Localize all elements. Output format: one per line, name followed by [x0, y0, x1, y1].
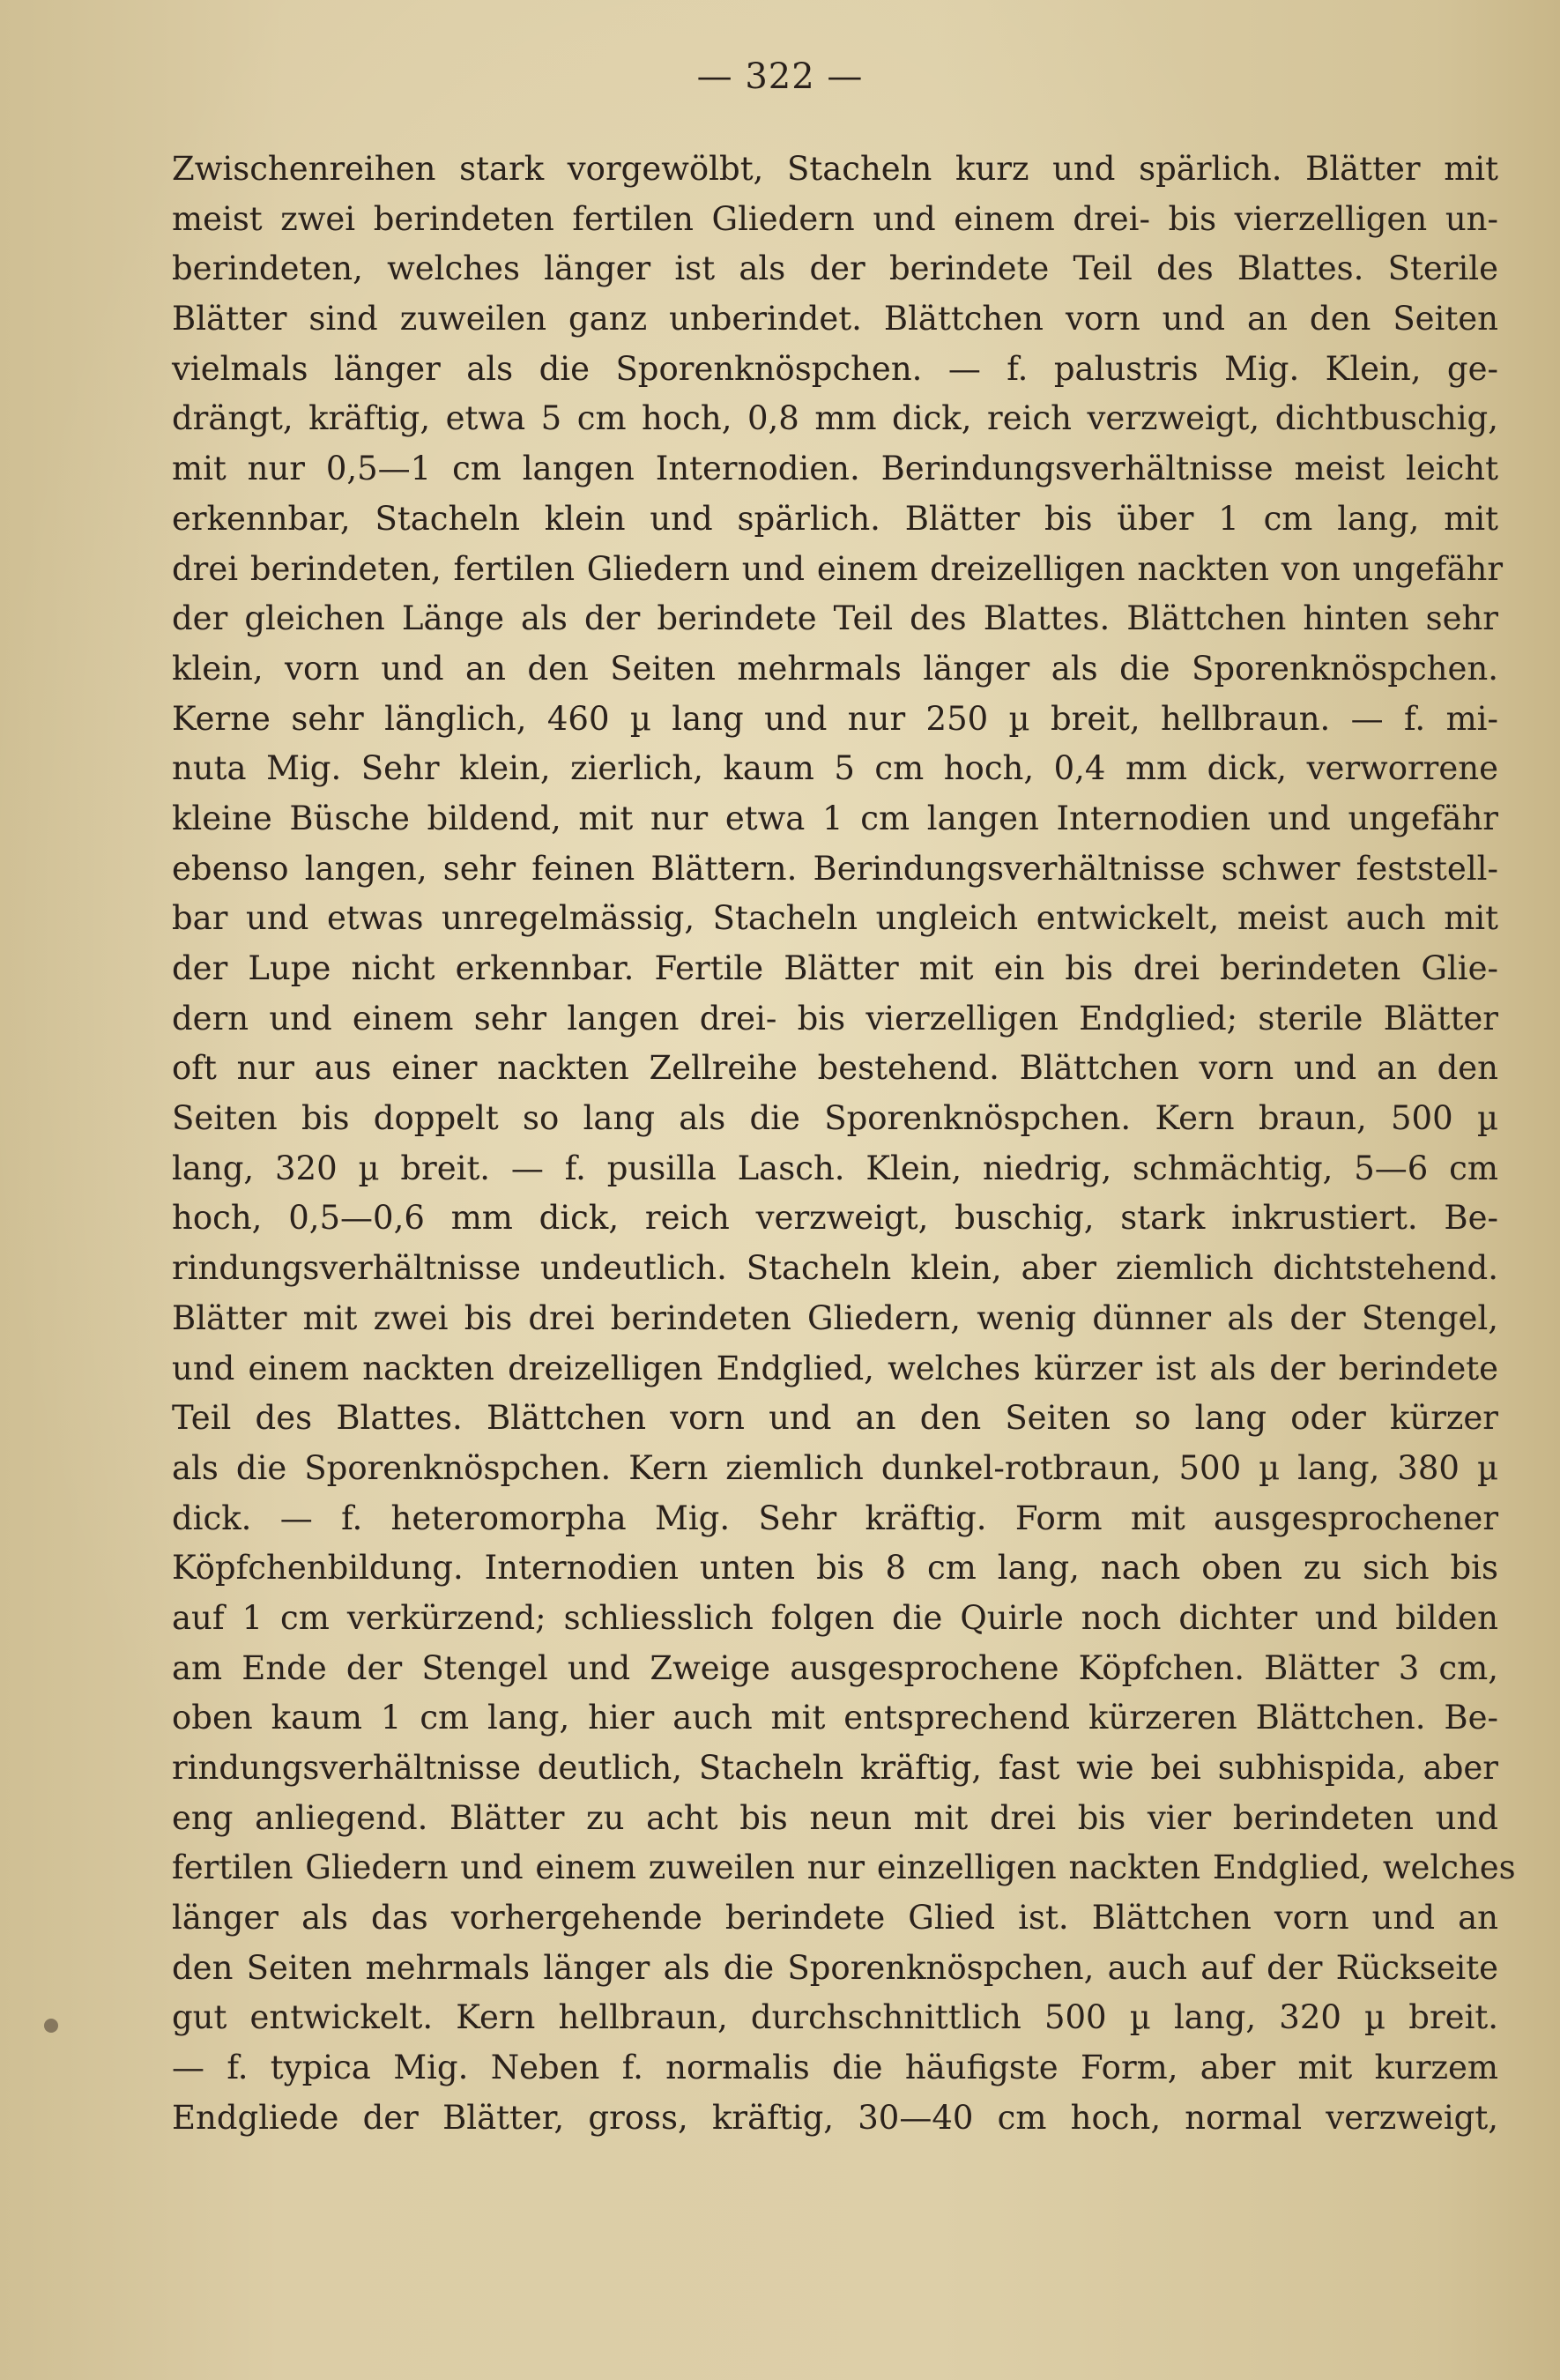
text-line: länger als das vorhergehende berindete Glied ist. Blättchen vorn und an [172, 1899, 1498, 1937]
text-line: meist zwei berindeten fertilen Gliedern und einem drei- bis vierzelligen un- [172, 199, 1498, 238]
text-line: erkennbar, Stacheln klein und spärlich. Blätter bis über 1 cm lang, mit [172, 499, 1498, 538]
text-line: klein, vorn und an den Seiten mehrmals länger als die Sporenknöspchen. [172, 649, 1498, 688]
text-line: ebenso langen, sehr feinen Blättern. Berindungsverhältnisse schwer feststell- [172, 849, 1498, 888]
text-line: Teil des Blattes. Blättchen vorn und an den Seiten so lang oder kürzer [172, 1399, 1498, 1438]
ink-spot-mark [44, 2019, 58, 2033]
text-line: der Lupe nicht erkennbar. Fertile Blätter mit ein bis drei berindeten Glie- [172, 949, 1498, 987]
text-line: rindungsverhältnisse undeutlich. Stacheln klein, aber ziemlich dichtstehend. [172, 1249, 1498, 1288]
text-line: lang, 320 µ breit. — f. pusilla Lasch. Klein, niedrig, schmächtig, 5—6 cm [172, 1149, 1498, 1187]
text-line: — f. typica Mig. Neben f. normalis die häufigste Form, aber mit kurzem [172, 2049, 1498, 2087]
text-line: eng anliegend. Blätter zu acht bis neun mit drei bis vier berindeten und [172, 1798, 1498, 1837]
text-line: der gleichen Länge als der berindete Teil des Blattes. Blättchen hinten sehr [172, 599, 1498, 638]
page-number: — 322 — [696, 56, 864, 97]
text-line: bar und etwas unregelmässig, Stacheln ungleich entwickelt, meist auch mit [172, 899, 1498, 938]
text-line: dern und einem sehr langen drei- bis vierzelligen Endglied; sterile Blätter [172, 999, 1498, 1038]
text-line: Zwischenreihen stark vorgewölbt, Stacheln kurz und spärlich. Blätter mit [172, 150, 1498, 188]
text-line: rindungsverhältnisse deutlich, Stacheln kräftig, fast wie bei subhispida, aber [172, 1749, 1498, 1787]
text-line: als die Sporenknöspchen. Kern ziemlich dunkel-rotbraun, 500 µ lang, 380 µ [172, 1448, 1498, 1487]
text-line: drei berindeten, fertilen Gliedern und einem dreizelligen nackten von ungefähr [172, 549, 1504, 588]
text-line: auf 1 cm verkürzend; schliesslich folgen die Quirle noch dichter und bilden [172, 1598, 1498, 1637]
text-line: drängt, kräftig, etwa 5 cm hoch, 0,8 mm dick, reich verzweigt, dichtbuschig, [172, 399, 1498, 438]
text-line: Blätter sind zuweilen ganz unberindet. Blättchen vorn und an den Seiten [172, 300, 1498, 338]
text-line: kleine Büsche bildend, mit nur etwa 1 cm langen Internodien und ungefähr [172, 799, 1498, 837]
body-text [172, 145, 1516, 2144]
text-line: am Ende der Stengel und Zweige ausgesprochene Köpfchen. Blätter 3 cm, [172, 1648, 1498, 1687]
text-line: mit nur 0,5—1 cm langen Internodien. Berindungsverhältnisse meist leicht [172, 450, 1498, 488]
text-line: gut entwickelt. Kern hellbraun, durchschnittlich 500 µ lang, 320 µ breit. [172, 1998, 1498, 2037]
text-line: oben kaum 1 cm lang, hier auch mit entsprechend kürzeren Blättchen. Be- [172, 1699, 1498, 1737]
text-line: Köpfchenbildung. Internodien unten bis 8 cm lang, nach oben zu sich bis [172, 1549, 1498, 1588]
text-line: berindeten, welches länger ist als der berindete Teil des Blattes. Sterile [172, 249, 1498, 288]
text-line: hoch, 0,5—0,6 mm dick, reich verzweigt, buschig, stark inkrustiert. Be- [172, 1199, 1498, 1238]
text-line: nuta Mig. Sehr klein, zierlich, kaum 5 cm hoch, 0,4 mm dick, verworrene [172, 749, 1498, 788]
text-line: dick. — f. heteromorpha Mig. Sehr kräftig. Form mit ausgesprochener [172, 1499, 1498, 1537]
text-line: Blätter mit zwei bis drei berindeten Gliedern, wenig dünner als der Stengel, [172, 1298, 1498, 1337]
text-line: vielmals länger als die Sporenknöspchen. — f. palustris Mig. Klein, ge- [172, 349, 1498, 388]
text-line: Kerne sehr länglich, 460 µ lang und nur 250 µ breit, hellbraun. — f. mi- [172, 699, 1498, 738]
text-line: Endgliede der Blätter, gross, kräftig, 30—40 cm hoch, normal verzweigt, [172, 2098, 1498, 2137]
text-line: den Seiten mehrmals länger als die Sporenknöspchen, auch auf der Rückseite [172, 1948, 1498, 1987]
text-line: und einem nackten dreizelligen Endglied, welches kürzer ist als der berindete [172, 1349, 1498, 1387]
text-line: oft nur aus einer nackten Zellreihe bestehend. Blättchen vorn und an den [172, 1049, 1498, 1088]
text-line: Seiten bis doppelt so lang als die Sporenknöspchen. Kern braun, 500 µ [172, 1099, 1498, 1138]
text-line: fertilen Gliedern und einem zuweilen nur einzelligen nackten Endglied, welches [172, 1848, 1516, 1887]
